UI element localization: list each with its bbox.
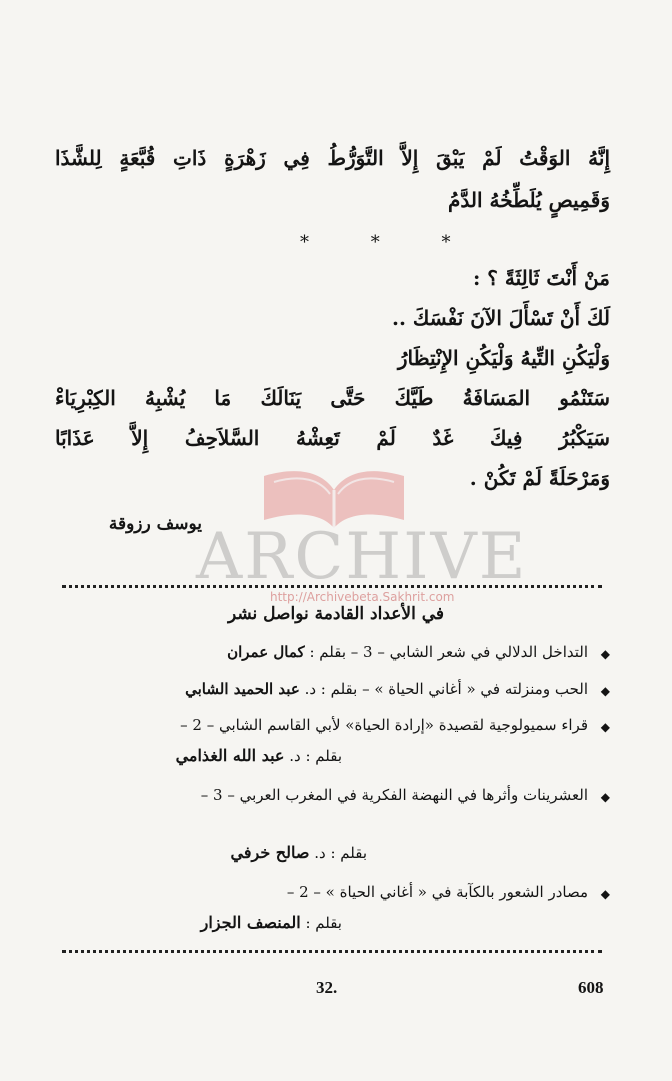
archive-watermark-url: http://Archivebeta.Sakhrit.com — [270, 590, 455, 604]
item-text: التداخل الدلالي في شعر الشابي – 3 – بقلم : — [309, 643, 588, 661]
item-author: صالح خرفي — [230, 843, 310, 862]
item-author: المنصف الجزار — [200, 913, 301, 932]
section-stars: * * * — [300, 232, 479, 253]
bullet-icon: ◆ — [600, 887, 610, 901]
item-text: قراء سميولوجية لقصيدة «إرادة الحياة» لأبي القاسم الشابي – 2 – — [180, 716, 588, 734]
bullet-icon: ◆ — [600, 684, 610, 698]
poem-line-6: سَتَنْمُو المَسَافَةُ طَيَّكَ حَتَّى يَنَالَكَ مَا يُشْبِهُ الكِبْرِيَاءْ — [55, 386, 610, 410]
item-byline-4: بقلم : د. صالح خرفي — [230, 843, 367, 862]
item-text: الحب ومنزلته في « أغاني الحياة » – بقلم : د. — [304, 680, 588, 698]
poem-line-8: وَمَرْحَلَةً لَمْ تَكُنْ . — [469, 466, 610, 490]
bullet-icon: ◆ — [600, 720, 610, 734]
announcement-title: في الأعداد القادمة نواصل نشر — [227, 604, 445, 624]
poem-author: يوسف رزوقة — [108, 514, 202, 534]
item-byline-3: بقلم : د. عبد الله الغذامي — [175, 746, 342, 765]
item-author: عبد الله الغذامي — [175, 746, 285, 765]
item-text: مصادر الشعور بالكآبة في « أغاني الحياة » – 2 – — [286, 883, 588, 901]
divider-bottom — [62, 950, 602, 953]
issue-page-number: 32. — [316, 978, 338, 997]
divider-top — [62, 585, 602, 588]
item-text: العشرينات وأثرها في النهضة الفكرية في المغرب العربي – 3 – — [200, 786, 588, 804]
poem-line-2: وَقَمِيصٍ يُلَطِّخُهُ الدَّمُ — [447, 188, 610, 212]
poem-line-4: لَكَ أَنْ تَسْأَلَ الآنَ نَفْسَكَ .. — [392, 306, 610, 330]
poem-line-1: إِنَّهُ الوَقْتُ لَمْ يَبْقَ إِلاَّ التَّوَرُّطُ فِي زَهْرَةٍ ذَاتِ قُبَّعَةٍ لِلشَّذَا — [55, 146, 610, 170]
archive-watermark-text: ARCHIVE — [196, 520, 528, 594]
item-author: كمال عمران — [227, 643, 305, 661]
poem-line-5: وَلْيَكُنِ التِّيهُ وَلْيَكُنِ الإِنْتِظَارُ — [397, 346, 610, 370]
item-byline-5: بقلم : المنصف الجزار — [200, 913, 342, 932]
bullet-icon: ◆ — [600, 647, 610, 661]
poem-line-3: مَنْ أَنْتَ ثَالِثَةً ؟ : — [472, 266, 610, 290]
page-number: 608 — [578, 978, 604, 997]
poem-line-7: سَيَكْبُرُ فِيكَ غَدٌ لَمْ تَعِشْهُ السَّلاَحِفُ إِلاَّ عَذَابًا — [55, 426, 610, 450]
bullet-icon: ◆ — [600, 790, 610, 804]
item-author: عبد الحميد الشابي — [185, 680, 300, 698]
